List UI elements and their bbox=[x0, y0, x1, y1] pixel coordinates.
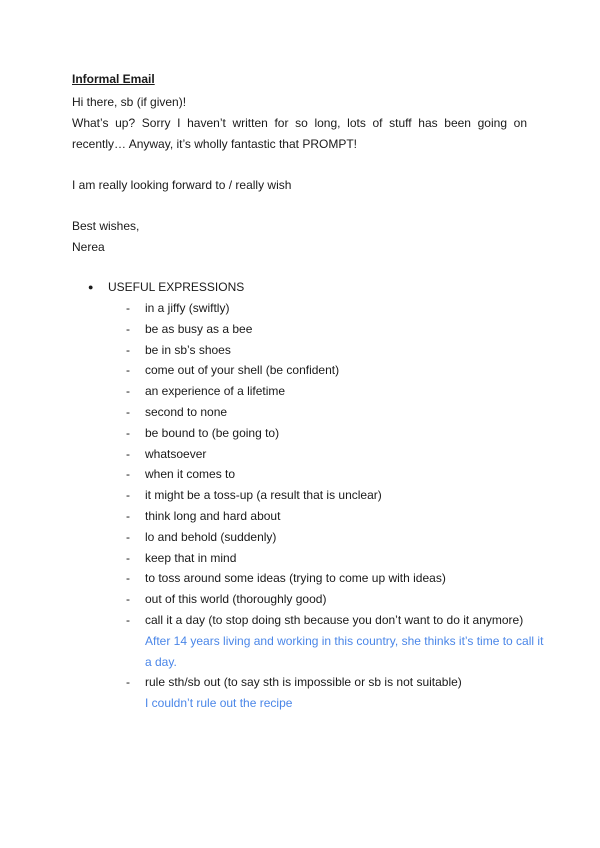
dash-marker: - bbox=[126, 675, 130, 690]
dash-marker: - bbox=[126, 508, 130, 523]
expression-item bbox=[126, 464, 546, 485]
dash-marker: - bbox=[126, 301, 130, 315]
dash-marker: - bbox=[126, 488, 130, 503]
expression-text: out of this world (thoroughly good) bbox=[145, 592, 327, 607]
dash-marker: - bbox=[126, 550, 130, 565]
dash-marker: - bbox=[126, 342, 130, 357]
expression-item bbox=[126, 402, 546, 423]
expression-text: keep that in mind bbox=[145, 550, 237, 565]
expression-item bbox=[126, 672, 546, 714]
expression-item bbox=[126, 319, 546, 340]
dash-marker: - bbox=[126, 384, 130, 399]
dash-marker: - bbox=[126, 363, 130, 378]
greeting-line: Hi there, sb (if given)! bbox=[72, 95, 187, 109]
expression-text: be in sb’s shoes bbox=[145, 342, 231, 357]
dash-marker: - bbox=[126, 612, 130, 627]
example-sentence: I couldn’t rule out the recipe bbox=[145, 696, 293, 711]
signature-name: Nerea bbox=[72, 240, 105, 254]
expression-item bbox=[126, 610, 546, 672]
expression-text: second to none bbox=[145, 404, 228, 419]
expression-text: think long and hard about bbox=[145, 508, 281, 523]
dash-marker: - bbox=[126, 467, 130, 482]
expression-item bbox=[126, 568, 546, 589]
bullet-icon: ● bbox=[88, 282, 94, 292]
expression-text: come out of your shell (be confident) bbox=[145, 363, 340, 378]
expression-item bbox=[126, 381, 546, 402]
example-sentence: After 14 years living and working in this country, she thinks it’s time to call it a day. bbox=[145, 633, 544, 669]
wish-line: I am really looking forward to / really wish bbox=[72, 178, 292, 192]
expression-text: be bound to (be going to) bbox=[145, 425, 280, 440]
expression-text: call it a day (to stop doing sth because you don’t want to do it anymore) bbox=[145, 612, 524, 627]
expressions-list bbox=[126, 298, 546, 714]
expression-text: an experience of a lifetime bbox=[145, 384, 286, 399]
expression-text: whatsoever bbox=[145, 446, 207, 461]
expression-item bbox=[126, 589, 546, 610]
expression-item bbox=[126, 485, 546, 506]
expression-text: to toss around some ideas (trying to come up with ideas) bbox=[145, 571, 446, 586]
expression-item bbox=[126, 360, 546, 381]
document-heading: Informal Email bbox=[72, 72, 155, 86]
expression-item bbox=[126, 506, 546, 527]
signoff-line: Best wishes, bbox=[72, 219, 140, 233]
useful-expressions-title: USEFUL EXPRESSIONS bbox=[108, 280, 245, 294]
dash-marker: - bbox=[126, 446, 130, 461]
expression-item bbox=[126, 444, 546, 465]
expression-item bbox=[126, 423, 546, 444]
expression-text: be as busy as a bee bbox=[145, 321, 253, 336]
dash-marker: - bbox=[126, 592, 130, 607]
expression-item bbox=[126, 298, 546, 319]
expression-item bbox=[126, 340, 546, 361]
expression-item bbox=[126, 548, 546, 569]
dash-marker: - bbox=[126, 321, 130, 336]
expression-item bbox=[126, 527, 546, 548]
body-paragraph: What’s up? Sorry I haven’t written for so long, lots of stuff has been going on recently… Anyway, it’s wholly fantastic that PROMPT! bbox=[72, 116, 527, 151]
dash-marker: - bbox=[126, 404, 130, 419]
dash-marker: - bbox=[126, 529, 130, 544]
expression-text: it might be a toss-up (a result that is unclear) bbox=[145, 488, 382, 503]
expression-text: lo and behold (suddenly) bbox=[145, 529, 277, 544]
expression-text: in a jiffy (swiftly) bbox=[145, 301, 230, 315]
dash-marker: - bbox=[126, 425, 130, 440]
expression-text: when it comes to bbox=[145, 467, 236, 482]
expression-text: rule sth/sb out (to say sth is impossible or sb is not suitable) bbox=[145, 675, 462, 690]
dash-marker: - bbox=[126, 571, 130, 586]
